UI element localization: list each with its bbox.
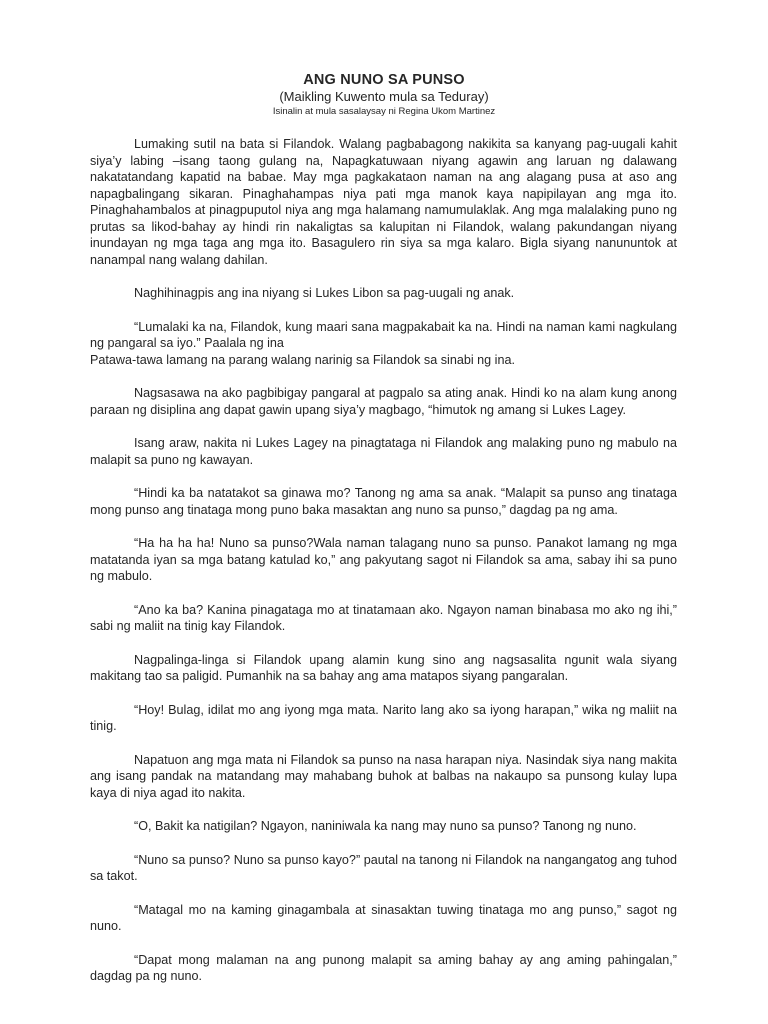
paragraph: Isang araw, nakita ni Lukes Lagey na pinagtataga ni Filandok ang malaking puno ng mabulo na malapit sa puno ng kawayan. <box>90 436 677 467</box>
paragraph: Napatuon ang mga mata ni Filandok sa punso na nasa harapan niya. Nasindak siya nang makita ang isang pandak na matandang may mahabang buhok at balbas na nakaupo sa punsong kulay lupa kaya di niya agad ito nakita. <box>90 752 677 800</box>
paragraph: Naghihinagpis ang ina niyang si Lukes Libon sa pag-uugali ng anak. <box>134 286 515 300</box>
paragraph: Lumaking sutil na bata si Filandok. Walang pagbabagong nakikita sa kanyang pag-uugali kahit siya’y labing –isang taong gulang na, Napagkatuwaan niyang agawin ang laruan ng dalawang nakatatandang kapatid na babae. May mga pagkakataon naman na ang alagang pusa at aso ang napagbalingang sikaran. Pinaghahampas niya pati mga manok kaya napipilayan ang mga ito. Pinaghahambalos at pinagpuputol niya ang mga halamang namumulaklak. Ang mga malalaking puno ng prutas sa likod-bahay ay hindi rin nakaligtas sa kalupitan ni Filandok, walang pakundangan niyang inundayan ng mga taga ang mga ito. Basagulero rin siya sa mga kalaro. Bigla siyang nanununtok at nanampal nang walang dahilan. <box>90 137 677 267</box>
paragraph: “Ano ka ba? Kanina pinagataga mo at tinatamaan ako. Ngayon naman binabasa mo ako ng ihi,” sabi ng maliit na tinig kay Filandok. <box>90 602 677 633</box>
paragraph: “Matagal mo na kaming ginagambala at sinasaktan tuwing tinataga mo ang punso,” sagot ng nuno. <box>90 902 677 933</box>
story-subtitle: (Maikling Kuwento mula sa Teduray) <box>279 89 489 104</box>
paragraph: “Nuno sa punso? Nuno sa punso kayo?” pautal na tanong ni Filandok na nangangatog ang tuhod sa takot. <box>90 852 677 883</box>
paragraph: “Dapat mong malaman na ang punong malapit sa aming bahay ay ang aming pahingalan,” dagdag pa ng nuno. <box>90 952 677 983</box>
paragraph: “Hoy! Bulag, idilat mo ang iyong mga mata. Narito lang ako sa iyong harapan,” wika ng maliit na tinig. <box>90 702 677 733</box>
paragraph: Nagpalinga-linga si Filandok upang alamin kung sino ang nagsasalita ngunit wala siyang makitang tao sa paligid. Pumanhik na sa bahay ang ama matapos siyang pangaralan. <box>90 652 677 683</box>
paragraph: “Hindi ka ba natatakot sa ginawa mo? Tanong ng ama sa anak. “Malapit sa punso ang tinataga mong punso ang tinataga mong puno baka masaktan ang nuno sa punso,” dagdag pa ng ama. <box>90 486 677 517</box>
paragraph: “Lumalaki ka na, Filandok, kung maari sana magpakabait ka na. Hindi na naman kami nagkulang ng pangaral sa iyo.” Paalala ng ina <box>90 319 677 350</box>
paragraph: Nagsasawa na ako pagbibigay pangaral at pagpalo sa ating anak. Hindi ko na alam kung anong paraan ng disiplina ang dapat gawin upang siya’y magbago, “himutok ng amang si Lukes Lagey. <box>90 386 677 417</box>
paragraph-line: Patawa-tawa lamang na parang walang narinig sa Filandok sa sinabi ng ina. <box>90 352 515 367</box>
document-header <box>0 72 768 118</box>
story-body <box>90 136 677 985</box>
paragraph: “Ha ha ha ha! Nuno sa punso?Wala naman talagang nuno sa punso. Panakot lamang ng mga matatanda iyan sa mga batang katulad ko,” ang pakyutang sagot ni Filandok sa ama, sabay ihi sa puno ng mabulo. <box>90 536 677 583</box>
paragraph: “O, Bakit ka natigilan? Ngayon, naniniwala ka nang may nuno sa punso? Tanong ng nuno. <box>134 819 637 833</box>
translator-credit: Isinalin at mula sasalaysay ni Regina Ukom Martinez <box>272 106 496 117</box>
story-title: ANG NUNO SA PUNSO <box>303 72 465 88</box>
